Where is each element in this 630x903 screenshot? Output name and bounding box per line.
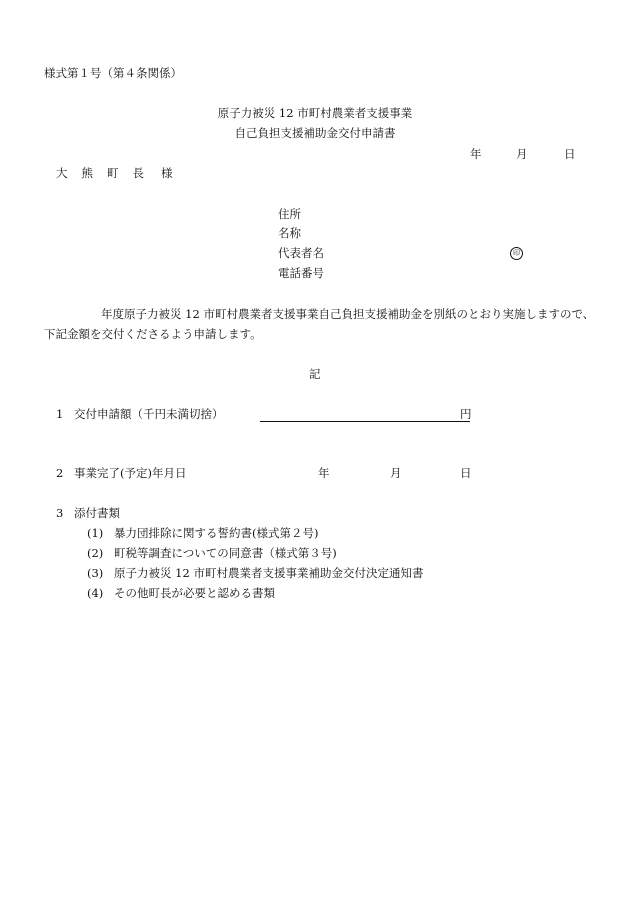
completion-month-label: 月 — [390, 466, 402, 480]
item3-number: 3 — [56, 506, 64, 520]
document-title-line1: 原子力被災 12 市町村農業者支援事業 — [217, 106, 413, 120]
seal-mark-icon: 印 — [510, 247, 523, 260]
addressee: 大熊町長 — [56, 166, 158, 180]
date-year-label: 年 — [470, 147, 482, 161]
document-title-line2: 自己負担支援補助金交付申請書 — [234, 126, 396, 140]
body-text-line1: 年度原子力被災 12 市町村農業者支援事業自己負担支援補助金を別紙のとおり実施しますので、 — [101, 307, 595, 321]
date-day-label: 日 — [564, 147, 576, 161]
completion-day-label: 日 — [460, 466, 472, 480]
attachment-text: 原子力被災 12 市町村農業者支援事業補助金交付決定通知書 — [114, 566, 424, 580]
item3-label: 添付書類 — [74, 506, 120, 520]
date-month-label: 月 — [516, 147, 528, 161]
body-text-line2: 下記金額を交付くださるよう申請します。 — [44, 327, 262, 341]
item2-label: 事業完了(予定)年月日 — [74, 466, 187, 480]
attachment-number: (1) — [87, 526, 104, 540]
item1-number: 1 — [56, 407, 64, 421]
amount-input-line — [260, 421, 470, 422]
representative-label: 代表者名 — [278, 246, 324, 260]
form-number: 様式第１号（第４条関係） — [44, 66, 182, 80]
attachment-number: (3) — [87, 566, 104, 580]
item1-unit: 円 — [460, 407, 472, 421]
completion-year-label: 年 — [318, 466, 330, 480]
name-label: 名称 — [278, 226, 301, 240]
attachment-number: (4) — [87, 586, 104, 600]
attachment-text: その他町長が必要と認める書類 — [114, 586, 275, 600]
item2-number: 2 — [56, 466, 64, 480]
item1-label: 交付申請額（千円未満切捨） — [74, 407, 224, 421]
phone-label: 電話番号 — [278, 266, 324, 280]
addressee-suffix: 様 — [161, 166, 173, 180]
ki-heading: 記 — [309, 367, 321, 381]
attachment-number: (2) — [87, 546, 104, 560]
attachment-text: 暴力団排除に関する誓約書(様式第２号) — [114, 526, 319, 540]
attachment-text: 町税等調査についての同意書（様式第３号) — [114, 546, 337, 560]
address-label: 住所 — [278, 207, 301, 221]
